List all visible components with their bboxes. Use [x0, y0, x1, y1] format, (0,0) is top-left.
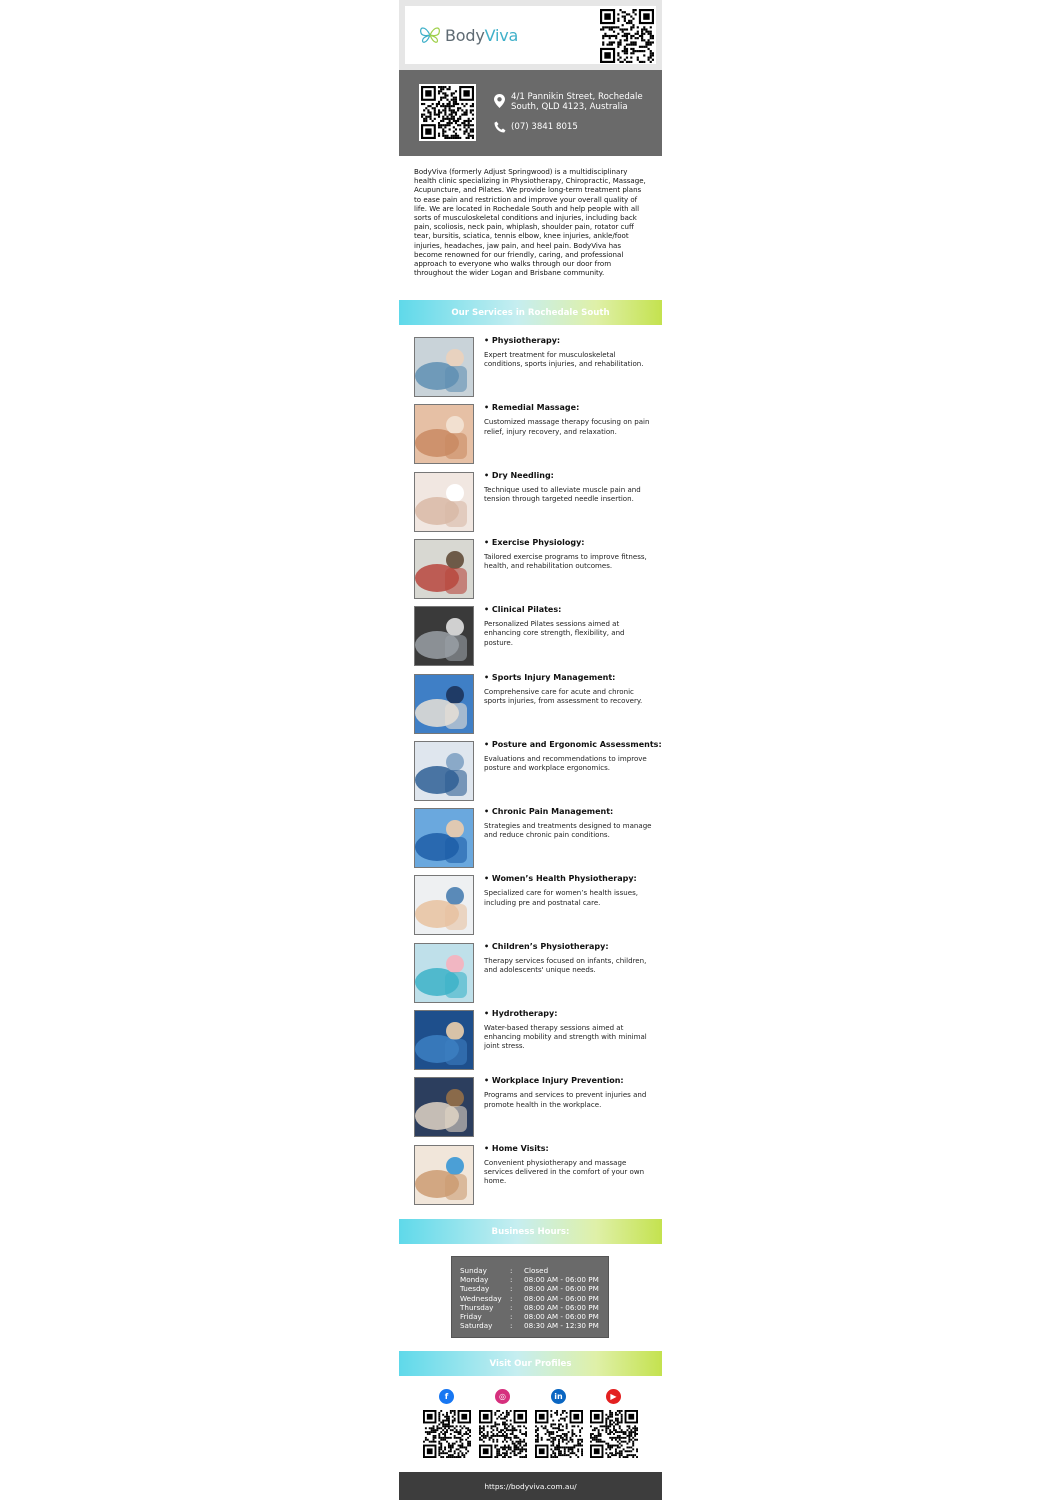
service-description: Technique used to alleviate muscle pain and tension through targeted needle insertion. [484, 484, 641, 503]
logo [419, 22, 518, 48]
service-description: Expert treatment for musculoskeletal conditions, sports injuries, and rehabilitation. [484, 350, 644, 369]
location-qr-code [421, 86, 474, 139]
service-title: • Chronic Pain Management: [484, 807, 614, 817]
hours-time: 08:00 AM - 06:00 PM [524, 1275, 599, 1285]
service-item [414, 674, 654, 736]
service-photo [414, 1077, 474, 1137]
hours-separator: : [510, 1302, 513, 1312]
service-photo [414, 606, 474, 666]
services-section-header [399, 300, 662, 325]
hours-row [460, 1275, 605, 1284]
service-item [414, 875, 654, 937]
service-description: Strategies and treatments designed to manage and reduce chronic pain conditions. [484, 821, 652, 840]
linkedin-qr-code [535, 1410, 583, 1458]
hours-day: Tuesday [460, 1284, 490, 1294]
hours-row [460, 1321, 605, 1330]
hours-day: Saturday [460, 1321, 493, 1331]
service-description: Tailored exercise programs to improve fitness, health, and rehabilitation outcomes. [484, 551, 647, 571]
hours-day: Friday [460, 1312, 482, 1321]
logo-text: BodyViva [445, 25, 519, 45]
service-item [414, 472, 654, 534]
service-item [414, 539, 654, 601]
hours-row [460, 1294, 605, 1303]
instagram-icon[interactable]: ◎ [495, 1389, 510, 1404]
facebook-qr-code [423, 1410, 471, 1458]
service-photo [414, 674, 474, 734]
hours-separator: : [510, 1312, 513, 1321]
service-item [414, 1077, 654, 1139]
flyer [399, 0, 662, 1500]
service-item [414, 739, 662, 803]
butterfly-logo-icon [419, 23, 441, 47]
location-pin-icon [494, 94, 505, 108]
service-title: • Hydrotherapy: [484, 1009, 558, 1018]
service-description: Specialized care for women’s health issues, including pre and postnatal care. [484, 888, 638, 907]
hours-separator: : [510, 1275, 513, 1285]
hours-row [460, 1266, 605, 1275]
header [399, 0, 662, 70]
service-description: Comprehensive care for acute and chronic sports injuries, from assessment to recovery. [484, 686, 643, 705]
linkedin-icon[interactable]: in [551, 1389, 566, 1404]
service-item [414, 404, 654, 466]
service-title: • Posture and Ergonomic Assessments: [484, 739, 662, 749]
service-description: Water-based therapy sessions aimed at enhancing mobility and strength with minimal joint stress. [484, 1023, 647, 1051]
service-photo [414, 1145, 474, 1205]
service-title: • Clinical Pilates: [484, 605, 562, 615]
facebook-icon[interactable]: f [439, 1389, 454, 1404]
service-description: Personalized Pilates sessions aimed at enhancing core strength, flexibility, and posture. [484, 619, 625, 647]
service-title: • Workplace Injury Prevention: [484, 1076, 624, 1086]
hours-time: Closed [524, 1266, 549, 1275]
hours-row [460, 1284, 605, 1293]
hours-separator: : [510, 1293, 513, 1303]
service-photo [414, 539, 474, 599]
service-description: Programs and services to prevent injuries and promote health in the workplace. [484, 1090, 647, 1109]
hours-section-header [399, 1219, 662, 1244]
service-photo [414, 808, 474, 868]
service-item [414, 1010, 654, 1072]
profiles-section-header [399, 1351, 662, 1376]
youtube-icon[interactable]: ▶ [606, 1389, 621, 1404]
hours-time: 08:00 AM - 06:00 PM [524, 1293, 599, 1303]
service-item [414, 943, 654, 1005]
service-description: Customized massage therapy focusing on pain relief, injury recovery, and relaxation. [484, 417, 650, 436]
service-description: Therapy services focused on infants, children, and adolescents' unique needs. [484, 955, 647, 974]
hours-separator: : [510, 1321, 513, 1331]
service-photo [414, 943, 474, 1003]
service-item [414, 337, 654, 399]
hours-day: Monday [460, 1275, 489, 1285]
hours-heading: Business Hours: [491, 1226, 570, 1237]
service-title: • Children’s Physiotherapy: [484, 941, 609, 951]
phone-icon [494, 121, 506, 133]
address-text: 4/1 Pannikin Street, Rochedale South, QLD 4123, Australia [511, 92, 643, 112]
website-qr-code [600, 9, 654, 63]
service-photo [414, 337, 474, 397]
service-photo [414, 1010, 474, 1070]
service-title: • Physiotherapy: [484, 336, 561, 345]
service-photo [414, 741, 474, 801]
hours-day: Sunday [460, 1266, 487, 1275]
phone-number[interactable]: (07) 3841 8015 [511, 122, 578, 132]
hours-separator: : [510, 1266, 513, 1275]
footer [399, 1472, 662, 1500]
profiles-heading: Visit Our Profiles [489, 1358, 572, 1369]
hours-separator: : [510, 1284, 513, 1294]
service-title: • Remedial Massage: [484, 403, 580, 413]
hours-time: 08:30 AM - 12:30 PM [524, 1321, 599, 1331]
service-description: Convenient physiotherapy and massage services delivered in the comfort of your own home. [484, 1157, 645, 1185]
service-photo [414, 875, 474, 935]
hours-day: Wednesday [460, 1293, 502, 1303]
hours-time: 08:00 AM - 06:00 PM [524, 1284, 599, 1294]
services-heading: Our Services in Rochedale South [451, 307, 610, 318]
hours-time: 08:00 AM - 06:00 PM [524, 1312, 599, 1321]
service-item [414, 808, 654, 870]
service-photo [414, 404, 474, 464]
service-item [414, 606, 654, 668]
hours-row [460, 1312, 605, 1321]
youtube-qr-code [590, 1410, 638, 1458]
contact-bar [399, 70, 662, 156]
intro-paragraph: BodyViva (formerly Adjust Springwood) is a multidisciplinary health clinic specializing in Physiotherapy, Chiropractic, Massage, Acupuncture, and Pilates. We provide long-term treatment plans to ease pain and restriction and improve your overall quality of life. We are located in Rochedale South and help people with all sorts of musculoskeletal conditions and injuries, including back pain, scoliosis, neck pain, whiplash, shoulder pain, rotator cuff tear, bursitis, sciatica, tennis elbow, knee injuries, ankle/foot injuries, headaches, jaw pain, and heel pain. BodyViva has become renowned for our friendly, caring, and professional approach to everyone who walks through our door from throughout the wider Logan and Brisbane community. [414, 167, 646, 278]
service-photo [414, 472, 474, 532]
service-item [414, 1145, 654, 1207]
header-card [405, 6, 656, 64]
service-title: • Home Visits: [484, 1143, 549, 1153]
hours-time: 08:00 AM - 06:00 PM [524, 1302, 599, 1312]
business-hours-table [451, 1256, 609, 1338]
service-title: • Women’s Health Physiotherapy: [484, 874, 637, 884]
instagram-qr-code [479, 1410, 527, 1458]
service-description: Evaluations and recommendations to improve posture and workplace ergonomics. [484, 753, 647, 772]
service-title: • Exercise Physiology: [484, 537, 585, 547]
hours-row [460, 1303, 605, 1312]
contact-qr-wrap [419, 84, 476, 141]
hours-day: Thursday [460, 1302, 494, 1312]
footer-url[interactable]: https://bodyviva.com.au/ [484, 1481, 577, 1491]
service-title: • Sports Injury Management: [484, 672, 616, 682]
service-title: • Dry Needling: [484, 470, 554, 480]
